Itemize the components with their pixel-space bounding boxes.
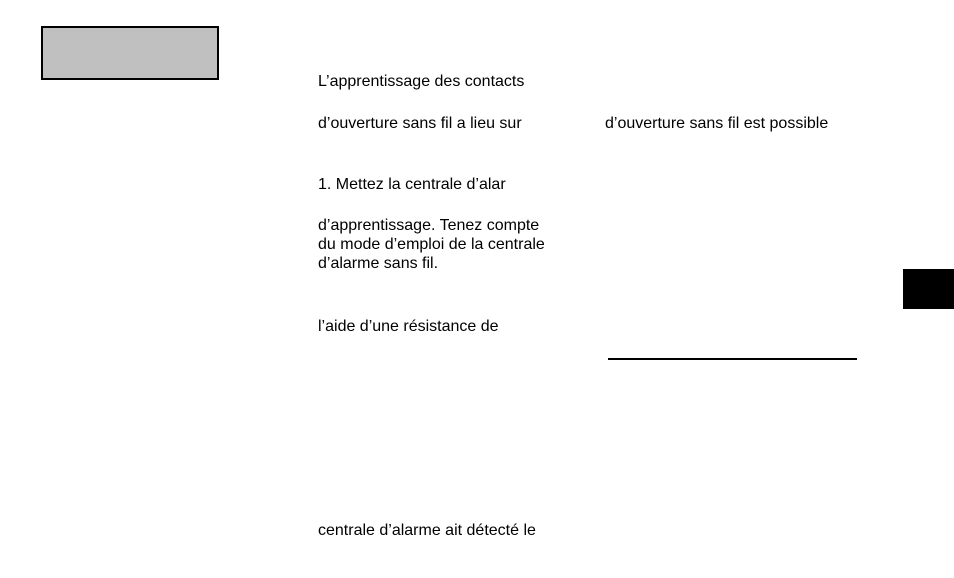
section-label-box — [41, 26, 219, 80]
text-line: d’ouverture sans fil est possible — [605, 115, 829, 132]
paragraph-line: d’alarme sans fil. — [318, 255, 439, 272]
text-line: L’apprentissage des contacts — [318, 73, 525, 90]
paragraph-line: d’apprentissage. Tenez compte — [318, 217, 540, 234]
horizontal-rule — [608, 358, 857, 360]
text-line: centrale d’alarme ait détecté le — [318, 522, 536, 539]
paragraph-line: du mode d’emploi de la centrale — [318, 236, 545, 253]
text-line: l’aide d’une résistance de — [318, 318, 499, 335]
text-paragraph — [318, 216, 545, 273]
text-line: d’ouverture sans fil a lieu sur — [318, 115, 522, 132]
text-line: 1. Mettez la centrale d’alar — [318, 176, 506, 193]
chapter-tab-marker — [903, 269, 954, 309]
